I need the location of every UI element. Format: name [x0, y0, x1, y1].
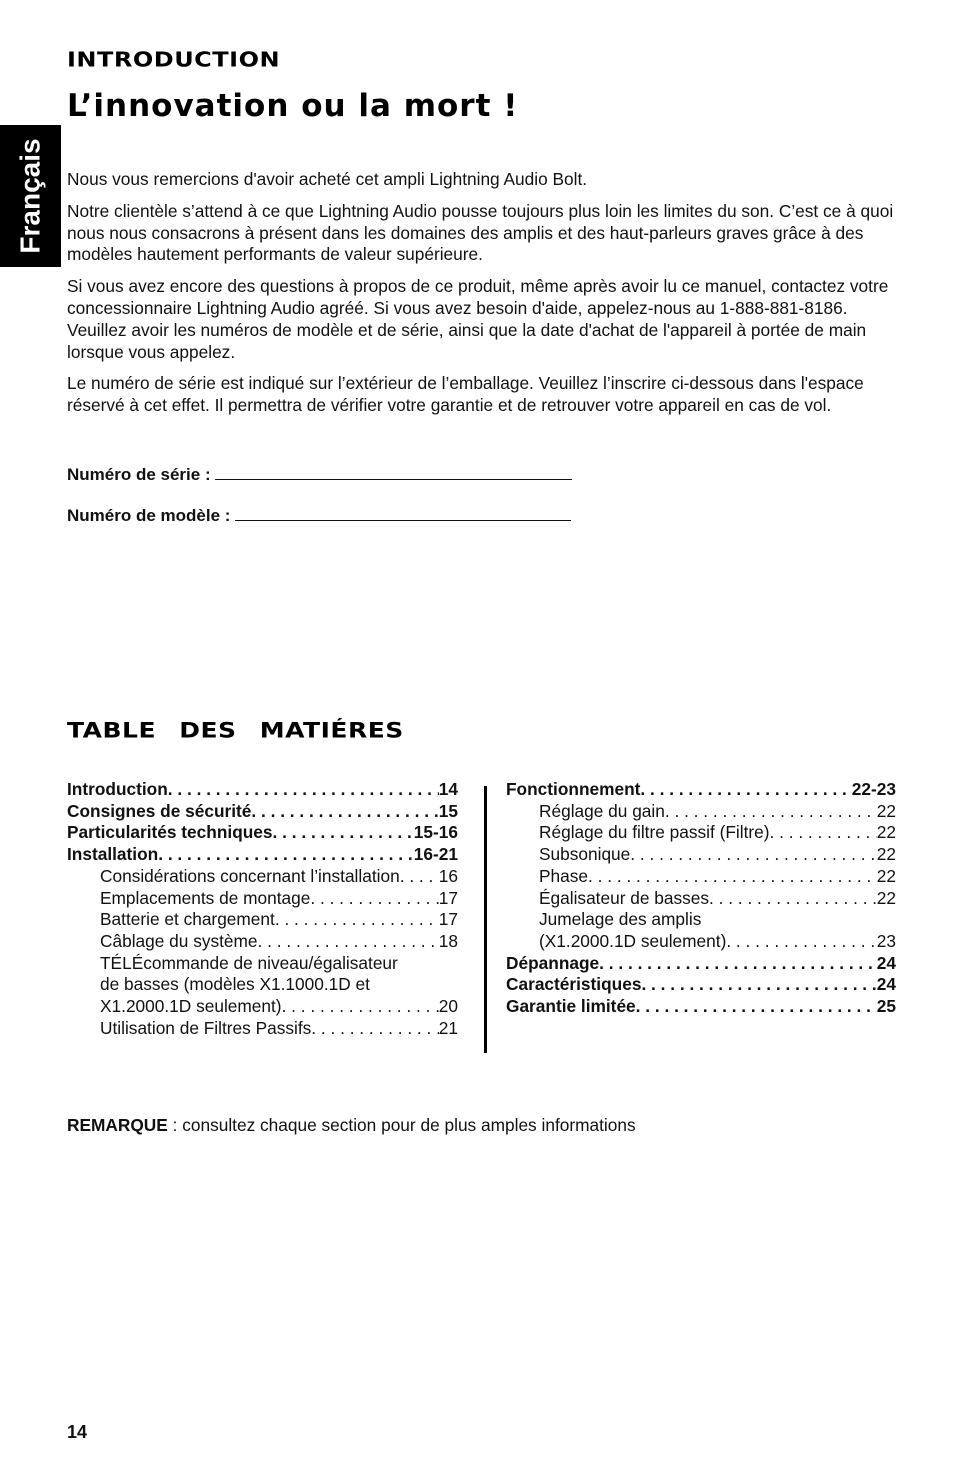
toc-leader-dots	[400, 866, 439, 888]
model-number-label: Numéro de modèle :	[67, 506, 231, 525]
toc-entry-label: Consignes de sécurité	[67, 800, 252, 821]
serial-number-label: Numéro de série :	[67, 465, 211, 484]
toc-entry-label: Câblage du système	[100, 930, 258, 951]
toc-left-column	[67, 779, 458, 1039]
toc-leader-dots	[630, 844, 876, 866]
paragraph: Si vous avez encore des questions à propos de ce produit, même après avoir lu ce manuel, contactez votre concessionnaire Lightning Audio agréé. Si vous avez besoin d'aide, appelez-nous au 1-888-881-8186. Veuillez avoir les numéros de modèle et de série, ainsi que la date d'achat de l'appareil à portée de main lorsque vous appelez.	[67, 276, 889, 362]
toc-entry-page: 16-21	[413, 844, 458, 865]
toc-entry-label: Égalisateur de basses	[539, 887, 710, 908]
section-title: INTRODUCTION	[67, 48, 281, 72]
toc-entry-page: 14	[438, 779, 458, 799]
toc-entry	[67, 931, 458, 953]
toc-entry	[67, 844, 458, 866]
toc-entry	[67, 888, 458, 910]
toc-entry-label: Caractéristiques	[506, 974, 642, 995]
toc-entry	[67, 1018, 458, 1040]
toc-leader-dots	[158, 844, 414, 866]
toc-entry-page: 21	[438, 1017, 458, 1038]
toc-leader-dots	[251, 801, 438, 823]
paragraph: Le numéro de série est indiqué sur l’extérieur de l’emballage. Veuillez l’inscrire ci-dessous dans l'espace réservé à cet effet. Il permettra de vérifier votre garantie et de retrouver votre appareil en cas de vol.	[67, 373, 864, 416]
serial-number-field[interactable]	[67, 465, 572, 485]
toc-entry-page: 24	[876, 952, 896, 973]
toc-entry-label: Jumelage des amplis	[539, 909, 702, 930]
toc-entry-label: Particularités techniques	[67, 822, 273, 843]
toc-entry-page: 22	[876, 800, 896, 821]
toc-entry	[506, 996, 896, 1018]
toc-entry-page: 22-23	[851, 779, 896, 799]
toc-entry	[67, 801, 458, 823]
toc-entry-label: Garantie limitée	[506, 996, 636, 1017]
toc-title: TABLE DES MATIÉRES	[67, 718, 404, 743]
toc-entry-page: 22	[876, 844, 896, 865]
serial-number-blank[interactable]	[215, 465, 572, 480]
toc-entry	[506, 909, 896, 931]
toc-leader-dots	[770, 822, 877, 844]
toc-entry	[506, 866, 896, 888]
toc-leader-dots	[168, 779, 439, 801]
toc-entry-label: Batterie et chargement	[100, 909, 275, 930]
toc-entry-page: 22	[876, 822, 896, 843]
toc-leader-dots	[588, 866, 877, 888]
toc-entry	[506, 888, 896, 910]
toc-entry-page: 23	[876, 930, 896, 951]
language-tab-label: Français	[14, 138, 46, 254]
toc-leader-dots	[636, 996, 877, 1018]
model-number-field[interactable]	[67, 506, 571, 526]
toc-entry-label: Réglage du filtre passif (Filtre)	[539, 822, 770, 843]
toc-entry	[506, 931, 896, 953]
toc-leader-dots	[599, 953, 877, 975]
toc-leader-dots	[709, 888, 877, 910]
toc-entry-page: 15	[438, 800, 458, 821]
toc-entry	[506, 822, 896, 844]
toc-entry	[506, 844, 896, 866]
toc-entry-label: Installation	[67, 844, 159, 865]
paragraph: Nous vous remercions d'avoir acheté cet ampli Lightning Audio Bolt.	[67, 169, 588, 189]
intro-text	[67, 169, 899, 427]
toc-entry-label: Phase	[539, 865, 589, 886]
toc-entry-page: 18	[438, 930, 458, 951]
toc-entry-page: 25	[876, 996, 896, 1017]
toc-entry-label: Introduction	[67, 779, 168, 799]
toc-entry	[506, 801, 896, 823]
toc-entry	[67, 909, 458, 931]
note-label: REMARQUE	[67, 1115, 168, 1135]
toc-leader-dots	[273, 822, 414, 844]
toc-leader-dots	[640, 779, 851, 801]
toc-entry-label: (X1.2000.1D seulement)	[539, 930, 727, 951]
toc-entry-label: Subsonique	[539, 844, 631, 865]
toc-entry	[506, 779, 896, 801]
toc-leader-dots	[275, 909, 439, 931]
toc-entry-label: Emplacements de montage	[100, 887, 311, 908]
toc-entry-page: 17	[438, 887, 458, 908]
toc-entry	[506, 953, 896, 975]
toc-leader-dots	[310, 888, 438, 910]
toc-leader-dots	[258, 931, 439, 953]
toc-entry-label: Réglage du gain	[539, 800, 665, 821]
toc-entry-label: Considérations concernant l’installation	[100, 865, 400, 886]
toc-entry-label: Dépannage	[506, 952, 600, 973]
language-tab	[0, 125, 61, 267]
model-number-blank[interactable]	[235, 506, 571, 521]
toc-divider	[484, 786, 487, 1053]
toc-entry-page: 22	[876, 865, 896, 886]
toc-entry-page: 22	[876, 887, 896, 908]
toc-leader-dots	[311, 1018, 438, 1040]
toc-entry-page: 16	[438, 865, 458, 886]
toc-leader-dots	[282, 996, 439, 1018]
toc-entry	[67, 822, 458, 844]
toc-entry-page: 15-16	[413, 822, 458, 843]
toc-leader-dots	[665, 801, 877, 823]
paragraph: Notre clientèle s’attend à ce que Lightning Audio pousse toujours plus loin les limites du son. C’est ce à quoi nous nous consacrons à présent dans les domaines des amplis et des haut-parleurs graves grâce à des modèles hautement performants de valeur supérieure.	[67, 200, 894, 265]
toc-entry-label: TÉLÉcommande de niveau/égalisateur	[100, 952, 398, 973]
toc-entry	[67, 996, 458, 1018]
note-text: : consultez chaque section pour de plus amples informations	[167, 1115, 636, 1135]
toc-entry	[67, 953, 458, 975]
toc-entry	[67, 866, 458, 888]
toc-entry-label: Utilisation de Filtres Passifs	[100, 1017, 312, 1038]
toc-entry	[67, 779, 458, 801]
toc-entry	[506, 974, 896, 996]
toc-right-column	[506, 779, 896, 1018]
toc-entry-page: 24	[876, 974, 896, 995]
note	[67, 1115, 636, 1136]
toc-entry-page: 17	[438, 909, 458, 930]
toc-leader-dots	[726, 931, 876, 953]
toc-entry-label: X1.2000.1D seulement)	[100, 996, 282, 1017]
page-title: L’innovation ou la mort !	[67, 88, 519, 124]
toc-entry	[67, 974, 458, 996]
toc-entry-page: 20	[438, 996, 458, 1017]
toc-leader-dots	[641, 974, 876, 996]
toc-entry-label: Fonctionnement	[506, 779, 641, 799]
toc-entry-label: de basses (modèles X1.1000.1D et	[100, 974, 370, 995]
page-number: 14	[67, 1422, 88, 1442]
